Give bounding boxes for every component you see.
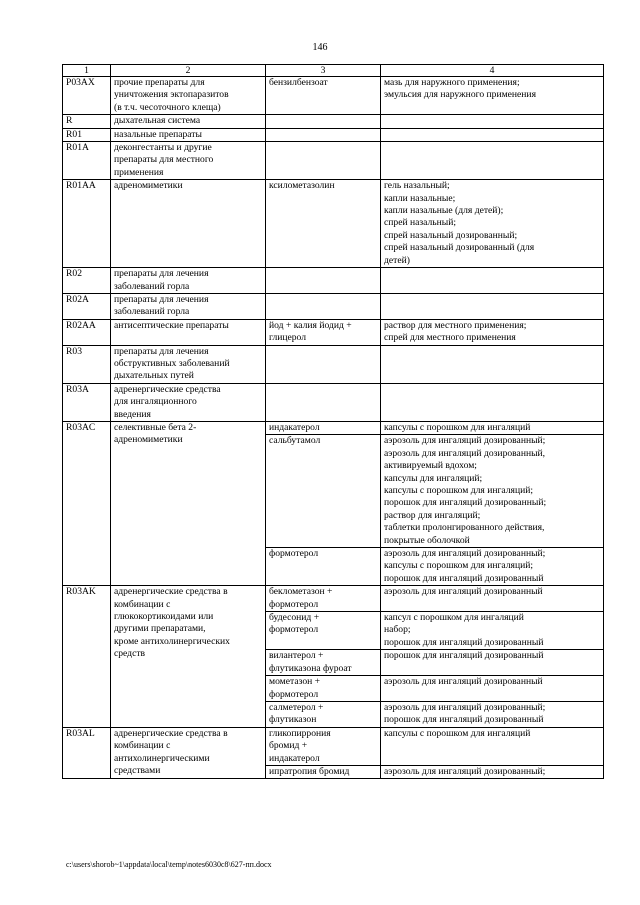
dosage-form-line: детей) — [384, 254, 410, 266]
footer-file-path: c:\users\shorob~1\appdata\local\temp\notes6030c8\627-пп.docx — [66, 860, 272, 869]
table-row — [63, 115, 604, 128]
group-name-cell — [111, 293, 266, 319]
drug-name-cell — [266, 650, 381, 676]
drug-name-cell — [266, 701, 381, 727]
table-row — [63, 142, 604, 180]
group-name-cell — [111, 180, 266, 268]
drug-name-cell — [266, 383, 381, 421]
atc-code-cell: R02A — [63, 293, 111, 319]
dosage-form-line: аэрозоль для ингаляций дозированный; — [384, 765, 546, 777]
drug-name-cell — [266, 115, 381, 128]
table-row — [63, 77, 604, 115]
group-name-line: дыхательная система — [114, 115, 201, 127]
group-name-cell — [111, 128, 266, 141]
drug-name-line: флутиказон — [269, 714, 317, 726]
drug-name-line: ксилометазолин — [269, 180, 335, 192]
dosage-form-line: капли назальные; — [384, 192, 456, 204]
drug-name-cell — [266, 586, 381, 612]
group-name-line: (в т.ч. чесоточного клеща) — [114, 101, 221, 113]
table-row — [63, 128, 604, 141]
group-name-line: применения — [114, 166, 164, 178]
group-name-line: средств — [114, 648, 146, 660]
group-name-line: препараты для лечения — [114, 345, 209, 357]
group-name-line: антисептические препараты — [114, 319, 229, 331]
dosage-form-cell — [381, 142, 604, 180]
atc-code-cell: R01A — [63, 142, 111, 180]
group-name-line: введения — [114, 408, 151, 420]
dosage-form-cell — [381, 435, 604, 548]
group-name-line: обструктивных заболеваний — [114, 357, 230, 369]
dosage-form-cell — [381, 293, 604, 319]
group-name-line: кроме антихолинергических — [114, 635, 230, 647]
drug-name-line: бромид + — [269, 740, 308, 752]
drug-name-line: глицерол — [269, 332, 307, 344]
group-name-line: для ингаляционного — [114, 396, 197, 408]
group-name-line: препараты для лечения — [114, 293, 209, 305]
group-name-line: адреномиметики — [114, 434, 183, 446]
dosage-form-line: спрей для местного применения — [384, 332, 516, 344]
atc-code-cell: R03AK — [63, 586, 111, 727]
drug-name-line: индакатерол — [269, 421, 320, 433]
group-name-cell — [111, 586, 266, 727]
dosage-form-line: аэрозоль для ингаляций дозированный, — [384, 447, 546, 459]
dosage-form-line: порошок для ингаляций дозированный — [384, 714, 544, 726]
dosage-form-line: аэрозоль для ингаляций дозированный — [384, 676, 543, 688]
table-row — [63, 586, 604, 612]
group-name-line: адренергические средства в — [114, 727, 228, 739]
dosage-form-line: капсул с порошком для ингаляций — [384, 612, 524, 624]
dosage-form-line: порошок для ингаляций дозированный; — [384, 497, 547, 509]
table-row — [63, 268, 604, 294]
atc-code-cell: R03 — [63, 345, 111, 383]
page-number: 146 — [312, 42, 328, 53]
group-name-cell — [111, 319, 266, 345]
table-row — [63, 345, 604, 383]
table-row — [63, 383, 604, 421]
atc-code-cell: R — [63, 115, 111, 128]
atc-code-cell: R03A — [63, 383, 111, 421]
drug-name-cell — [266, 612, 381, 650]
dosage-form-cell — [381, 319, 604, 345]
dosage-form-cell — [381, 650, 604, 676]
drug-name-cell — [266, 727, 381, 765]
dosage-form-cell — [381, 115, 604, 128]
atc-code-cell: R02 — [63, 268, 111, 294]
dosage-form-cell — [381, 383, 604, 421]
drug-name-cell — [266, 128, 381, 141]
drug-name-cell — [266, 77, 381, 115]
dosage-form-line: набор; — [384, 624, 411, 636]
atc-code-cell: P03AX — [63, 77, 111, 115]
group-name-line: уничтожения эктопаразитов — [114, 89, 229, 101]
dosage-form-cell — [381, 727, 604, 765]
table-row — [63, 727, 604, 765]
atc-code-cell: R03AC — [63, 421, 111, 585]
dosage-form-line: аэрозоль для ингаляций дозированный; — [384, 701, 546, 713]
drug-name-line: беклометазон + — [269, 586, 333, 598]
drug-name-line: гликопиррония — [269, 727, 331, 739]
group-name-line: заболеваний горла — [114, 280, 190, 292]
drug-name-cell — [266, 345, 381, 383]
dosage-form-line: капсулы для ингаляций; — [384, 472, 483, 484]
group-name-line: комбинации с — [114, 598, 171, 610]
column-header-2: 2 — [111, 65, 266, 77]
dosage-form-cell — [381, 128, 604, 141]
dosage-form-line: спрей назальный дозированный (для — [384, 242, 535, 254]
group-name-cell — [111, 77, 266, 115]
dosage-form-line: капсулы с порошком для ингаляций; — [384, 560, 534, 572]
group-name-line: комбинации с — [114, 740, 171, 752]
dosage-form-line: спрей назальный; — [384, 217, 457, 229]
group-name-line: средствами — [114, 764, 161, 776]
dosage-form-line: аэрозоль для ингаляций дозированный; — [384, 435, 546, 447]
drug-name-cell — [266, 421, 381, 434]
drug-name-line: сальбутамол — [269, 435, 321, 447]
column-header-3: 3 — [266, 65, 381, 77]
drug-name-line: формотерол — [269, 624, 319, 636]
dosage-form-cell — [381, 701, 604, 727]
dosage-form-cell — [381, 268, 604, 294]
drug-name-cell — [266, 142, 381, 180]
table-body — [63, 77, 604, 779]
dosage-form-line: покрытые оболочкой — [384, 534, 470, 546]
drug-name-line: ипратропия бромид — [269, 765, 350, 777]
dosage-form-cell — [381, 765, 604, 778]
drug-name-line: мометазон + — [269, 676, 321, 688]
atc-code-cell: R01 — [63, 128, 111, 141]
dosage-form-line: порошок для ингаляций дозированный — [384, 636, 544, 648]
dosage-form-line: эмульсия для наружного применения — [384, 89, 536, 101]
table-row — [63, 293, 604, 319]
group-name-cell — [111, 268, 266, 294]
drug-name-cell — [266, 548, 381, 586]
drug-name-cell — [266, 268, 381, 294]
table-row — [63, 421, 604, 434]
drug-name-line: индакатерол — [269, 752, 320, 764]
column-header-1: 1 — [63, 65, 111, 77]
dosage-form-line: активируемый вдохом; — [384, 460, 477, 472]
group-name-line: антихолинергическими — [114, 752, 210, 764]
dosage-form-cell — [381, 548, 604, 586]
atc-code-cell: R03AL — [63, 727, 111, 779]
group-name-line: адреномиметики — [114, 180, 183, 192]
dosage-form-line: аэрозоль для ингаляций дозированный; — [384, 548, 546, 560]
group-name-line: препараты для местного — [114, 154, 214, 166]
drug-name-cell — [266, 435, 381, 548]
dosage-form-line: раствор для местного применения; — [384, 319, 527, 331]
group-name-line: препараты для лечения — [114, 268, 209, 280]
drug-name-cell — [266, 293, 381, 319]
dosage-form-line: порошок для ингаляций дозированный — [384, 650, 544, 662]
drug-list-table — [62, 64, 604, 779]
group-name-line: адренергические средства в — [114, 586, 228, 598]
dosage-form-cell — [381, 676, 604, 702]
group-name-cell — [111, 727, 266, 779]
dosage-form-line: капсулы с порошком для ингаляций — [384, 421, 531, 433]
drug-name-cell — [266, 765, 381, 778]
column-header-4: 4 — [381, 65, 604, 77]
group-name-line: деконгестанты и другие — [114, 142, 212, 154]
group-name-cell — [111, 142, 266, 180]
dosage-form-cell — [381, 612, 604, 650]
atc-code-cell: R02AA — [63, 319, 111, 345]
dosage-form-cell — [381, 77, 604, 115]
drug-name-line: формотерол — [269, 598, 319, 610]
dosage-form-cell — [381, 586, 604, 612]
group-name-line: прочие препараты для — [114, 77, 205, 88]
dosage-form-line: капсулы с порошком для ингаляций; — [384, 485, 534, 496]
table-row — [63, 180, 604, 268]
group-name-line: адренергические средства — [114, 383, 221, 395]
drug-name-line: бензилбензоат — [269, 77, 328, 88]
dosage-form-line: раствор для ингаляций; — [384, 509, 481, 521]
drug-name-line: формотерол — [269, 548, 319, 560]
drug-name-line: формотерол — [269, 688, 319, 700]
dosage-form-line: капсулы с порошком для ингаляций — [384, 727, 531, 739]
drug-name-cell — [266, 676, 381, 702]
group-name-line: назальные препараты — [114, 128, 202, 140]
group-name-line: селективные бета 2- — [114, 421, 197, 433]
drug-name-line: будесонид + — [269, 612, 320, 624]
drug-name-cell — [266, 319, 381, 345]
drug-name-line: йод + калия йодид + — [269, 319, 352, 331]
table-row — [63, 319, 604, 345]
dosage-form-line: мазь для наружного применения; — [384, 77, 520, 88]
group-name-line: заболеваний горла — [114, 306, 190, 318]
group-name-cell — [111, 421, 266, 585]
drug-name-line: салметерол + — [269, 701, 324, 713]
dosage-form-line: порошок для ингаляций дозированный — [384, 572, 544, 584]
group-name-line: дыхательных путей — [114, 370, 194, 382]
dosage-form-line: аэрозоль для ингаляций дозированный — [384, 586, 543, 598]
dosage-form-line: спрей назальный дозированный; — [384, 229, 518, 241]
group-name-cell — [111, 115, 266, 128]
dosage-form-line: капли назальные (для детей); — [384, 205, 504, 217]
group-name-line: другими препаратами, — [114, 623, 206, 635]
dosage-form-line: гель назальный; — [384, 180, 450, 192]
group-name-line: глюкокортикоидами или — [114, 611, 214, 623]
table-header-row — [63, 65, 604, 77]
atc-code-cell: R01AA — [63, 180, 111, 268]
drug-name-line: вилантерол + — [269, 650, 324, 662]
dosage-form-cell — [381, 180, 604, 268]
group-name-cell — [111, 345, 266, 383]
dosage-form-cell — [381, 421, 604, 434]
dosage-form-line: таблетки пролонгированного действия, — [384, 522, 545, 534]
drug-name-line: флутиказона фуроат — [269, 662, 352, 674]
drug-name-cell — [266, 180, 381, 268]
dosage-form-cell — [381, 345, 604, 383]
group-name-cell — [111, 383, 266, 421]
